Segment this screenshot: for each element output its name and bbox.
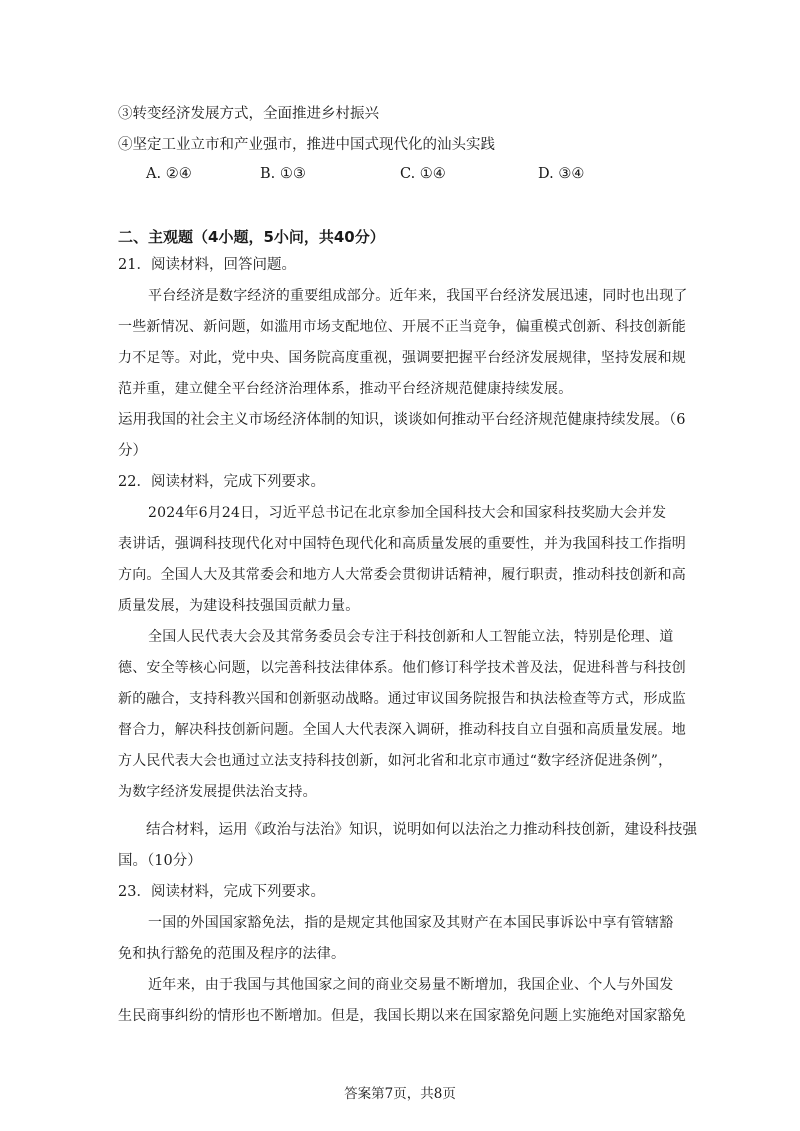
q22-material1-line: 质量发展，为建设科技强国贡献力量。 [118, 598, 360, 614]
q22-material2-line: 为数字经济发展提供法治支持。 [118, 784, 317, 800]
q21-material-line: 范并重，建立健全平台经济治理体系，推动平台经济规范健康持续发展。 [118, 381, 573, 397]
option-d: D. ③④ [538, 166, 585, 182]
section-title: 二、主观题（4小题，5小问，共40分） [118, 228, 385, 246]
answer-options [146, 166, 706, 186]
q22-material2-line: 方人民代表大会也通过立法支持科技创新，如河北省和北京市通过“数字经济促进条例”， [118, 753, 673, 769]
q22-material2-line: 全国人民代表大会及其常务委员会专注于科技创新和人工智能立法，特别是伦理、道 [148, 629, 674, 645]
q22-material1-line: 表讲话，强调科技现代化对中国特色现代化和高质量发展的重要性，并为我国科技工作指明 [118, 536, 686, 552]
q21-question-line: 分） [118, 443, 147, 459]
q21-material-line: 平台经济是数字经济的重要组成部分。近年来，我国平台经济发展迅速，同时也出现了 [148, 288, 688, 304]
page-footer: 答案第7页，共8页 [344, 1086, 456, 1102]
q22-stem: 22．阅读材料，完成下列要求。 [118, 474, 325, 490]
q23-material2-line: 近年来，由于我国与其他国家之间的商业交易量不断增加，我国企业、个人与外国发 [148, 977, 674, 993]
q22-material1-line: 2024年6月24日，习近平总书记在北京参加全国科技大会和国家科技奖励大会并发 [148, 505, 667, 521]
q23-material1-line: 免和执行豁免的范围及程序的法律。 [118, 946, 346, 962]
q21-material-line: 一些新情况、新问题，如滥用市场支配地位、开展不正当竞争，偏重模式创新、科技创新能 [118, 319, 686, 335]
q22-material2-line: 督合力，解决科技创新问题。全国人大代表深入调研，推动科技自立自强和高质量发展。地 [118, 722, 686, 738]
q22-question-line: 结合材料，运用《政治与法治》知识，说明如何以法治之力推动科技创新，建设科技强 [146, 822, 697, 838]
option-c: C. ①④ [400, 166, 446, 182]
prev-option-item-4: ④坚定工业立市和产业强市，推进中国式现代化的汕头实践 [118, 137, 495, 153]
q22-material2-line: 德、安全等核心问题，以完善科技法律体系。他们修订科学技术普及法，促进科普与科技创 [118, 660, 686, 676]
prev-option-item-3: ③转变经济发展方式，全面推进乡村振兴 [118, 106, 379, 122]
q23-material2-line: 生民商事纠纷的情形也不断增加。但是，我国长期以来在国家豁免问题上实施绝对国家豁免 [118, 1008, 686, 1024]
q22-material1-line: 方向。全国人大及其常委会和地方人大常委会贯彻讲话精神，履行职责，推动科技创新和高 [118, 567, 686, 583]
q22-material2-line: 新的融合，支持科教兴国和创新驱动战略。通过审议国务院报告和执法检查等方式，形成监 [118, 691, 686, 707]
q23-material1-line: 一国的外国国家豁免法，指的是规定其他国家及其财产在本国民事诉讼中享有管辖豁 [148, 915, 674, 931]
q21-material-line: 力不足等。对此，党中央、国务院高度重视，强调要把握平台经济发展规律，坚持发展和规 [118, 350, 686, 366]
q21-stem: 21．阅读材料，回答问题。 [118, 257, 296, 273]
q21-question-line: 运用我国的社会主义市场经济体制的知识，谈谈如何推动平台经济规范健康持续发展。（6 [118, 412, 686, 428]
q22-question-line: 国。（10分） [118, 853, 202, 869]
option-b: B. ①③ [260, 166, 306, 182]
option-a: A. ②④ [146, 166, 192, 182]
q23-stem: 23．阅读材料，完成下列要求。 [118, 884, 325, 900]
